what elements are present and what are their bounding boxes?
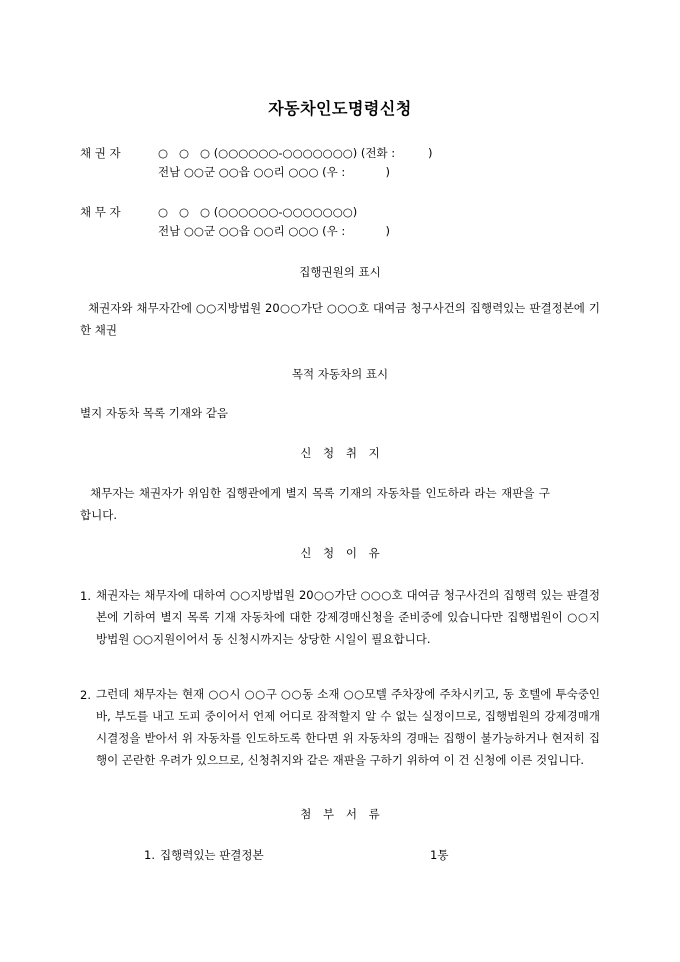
debtor-name-line: ○ ○ ○ (○○○○○○-○○○○○○○) <box>158 205 358 219</box>
section-title-attachments: 첨 부 서 류 <box>300 807 380 821</box>
debtor-label: 채 무 자 <box>80 205 121 219</box>
attachment-name: 집행력있는 판결정본 <box>160 848 264 862</box>
reason-text: 채권자는 채무자에 대하여 ○○지방법원 20○○가단 ○○○호 대여금 청구사건의 집행력 있는 판결정본에 기하여 별지 목록 기재 자동차에 대한 강제경매신청을 준비중에 있습니다만 집행법원이 ○○지방법원 ○○지원이어서 동 신청시까지는 상당한 시일이 필요합니다. <box>96 588 600 646</box>
vehicle-text: 별지 자동차 목록 기재와 같음 <box>80 406 228 420</box>
debtor-address: 전남 ○○군 ○○읍 ○○리 ○○○ (우 : ) <box>158 224 390 238</box>
reason-number: 2. <box>80 688 91 702</box>
document-title: 자동차인도명령신청 <box>268 99 412 118</box>
attachment-count: 1통 <box>430 848 449 862</box>
reason-text: 그런데 채무자는 현재 ○○시 ○○구 ○○동 소재 ○○모텔 주차장에 주차시키고, 동 호텔에 투숙중인 바, 부도를 내고 도피 중이어서 언제 어디로 잠적할지 알 수 없는 실정이므로, 집행법원의 강제경매개시결정을 받아서 위 자동차를 인도하도록 한다면 위 자동차의 경매는 집행이 불가능하거나 현저히 집행이 곤란한 우려가 있으므로, 신청취지와 같은 재판을 구하기 위하여 이 건 신청에 이른 것입니다. <box>96 687 600 767</box>
reason-number: 1. <box>80 589 91 603</box>
section-title-purpose: 신 청 취 지 <box>300 446 380 460</box>
enforcement-text: 채권자와 채무자간에 ○○지방법원 20○○가단 ○○○호 대여금 청구사건의 집행력있는 판결정본에 기한 채권 <box>80 301 600 337</box>
creditor-address: 전남 ○○군 ○○읍 ○○리 ○○○ (우 : ) <box>158 165 390 179</box>
purpose-text: 채무자는 채권자가 위임한 집행관에게 별지 목록 기재의 자동차를 인도하라 라는 재판을 구합니다. <box>80 486 550 522</box>
creditor-label: 채 권 자 <box>80 146 121 160</box>
section-title-enforcement: 집행권원의 표시 <box>299 265 381 279</box>
creditor-name-line: ○ ○ ○ (○○○○○○-○○○○○○○) (전화 : ) <box>158 146 433 160</box>
section-title-vehicle: 목적 자동차의 표시 <box>291 367 389 381</box>
section-title-reason: 신 청 이 유 <box>300 546 380 560</box>
attachment-number: 1. <box>144 848 155 862</box>
